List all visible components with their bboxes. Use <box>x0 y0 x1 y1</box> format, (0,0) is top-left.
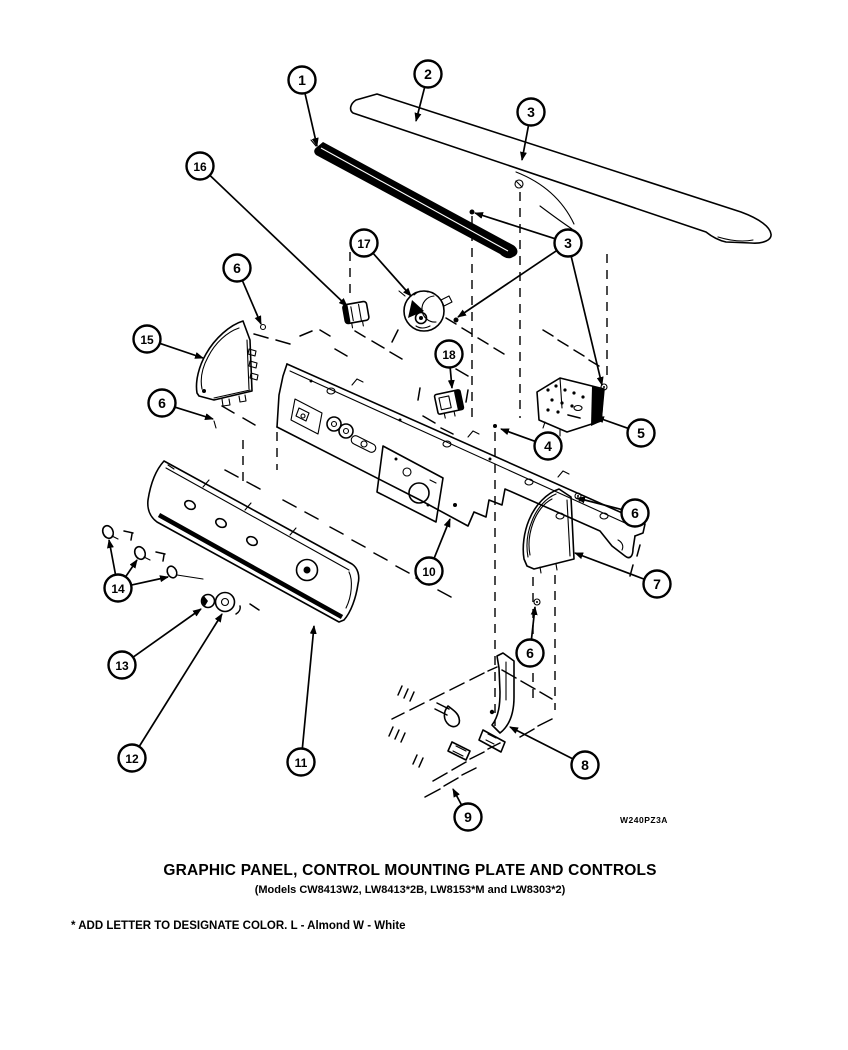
callout-14-leader <box>132 577 168 585</box>
callout-17-leader <box>373 254 411 296</box>
callout-6-leader <box>243 281 261 324</box>
callout-3-number: 3 <box>564 235 572 251</box>
page-title: GRAPHIC PANEL, CONTROL MOUNTING PLATE AND CONTROLS <box>163 862 657 879</box>
callout-9-leader <box>453 789 461 805</box>
callout-1-number: 1 <box>298 72 306 88</box>
callout-12-number: 12 <box>125 752 139 766</box>
callout-7 <box>575 553 671 598</box>
callout-13-number: 13 <box>115 659 129 673</box>
callout-1-leader <box>305 94 317 146</box>
callout-9-number: 9 <box>464 809 472 825</box>
callout-18-number: 18 <box>442 348 456 362</box>
callout-6-number: 6 <box>158 395 166 411</box>
callout-8-number: 8 <box>581 757 589 773</box>
callout-6 <box>149 390 214 420</box>
callout-4-number: 4 <box>544 438 552 454</box>
callout-3-number: 3 <box>527 104 535 120</box>
callout-1 <box>289 67 318 147</box>
callout-11-leader <box>302 626 314 748</box>
callout-15-number: 15 <box>140 333 154 347</box>
callout-6-number: 6 <box>526 645 534 661</box>
left-end-cap-part <box>196 321 258 406</box>
right-end-cap-part <box>523 489 574 573</box>
washer-top-and-bracket <box>389 653 552 797</box>
callout-layer <box>105 61 671 831</box>
callout-12-leader <box>140 614 223 746</box>
callout-12 <box>119 614 223 772</box>
callout-11-number: 11 <box>294 756 308 770</box>
callout-6-number: 6 <box>631 505 639 521</box>
callout-3-leader <box>458 251 556 317</box>
callout-10-number: 10 <box>422 565 436 579</box>
drawing-code: W240PZ3A <box>620 815 668 825</box>
timer-part <box>537 378 604 436</box>
callout-5-leader <box>596 417 628 428</box>
callout-17 <box>351 230 412 297</box>
callout-4 <box>501 429 562 460</box>
callout-9 <box>453 789 482 831</box>
callout-6-number: 6 <box>233 260 241 276</box>
callout-18-leader <box>450 368 452 388</box>
callout-15-leader <box>160 344 203 358</box>
switch-18-part <box>434 390 465 420</box>
callout-6 <box>517 607 544 667</box>
callout-14-leader <box>126 560 137 576</box>
callout-3-leader <box>571 257 602 385</box>
color-footnote: * ADD LETTER TO DESIGNATE COLOR. L - Almond W - White <box>71 920 406 932</box>
callout-5-number: 5 <box>637 425 645 441</box>
callout-6 <box>577 498 649 527</box>
callout-10-leader <box>434 519 450 558</box>
callout-13 <box>109 609 202 679</box>
callout-4-leader <box>501 429 535 441</box>
callout-2-leader <box>416 88 425 121</box>
callout-14-leader <box>109 540 115 574</box>
callout-10 <box>416 519 451 585</box>
models-subtitle: (Models CW8413W2, LW8413*2B, LW8153*M and LW8303*2) <box>254 884 566 896</box>
callout-7-number: 7 <box>653 576 661 592</box>
callout-11 <box>288 626 315 776</box>
timer-shaft-part <box>399 291 452 331</box>
control-panel-hood-part <box>351 94 771 243</box>
callout-6 <box>224 255 262 325</box>
callout-16-number: 16 <box>193 160 207 174</box>
callout-16-leader <box>210 176 347 306</box>
callout-3 <box>518 99 545 161</box>
callout-15 <box>134 326 204 359</box>
callout-5 <box>596 417 655 447</box>
callout-6-leader <box>176 407 214 419</box>
callout-14-number: 14 <box>111 582 125 596</box>
callout-2-number: 2 <box>424 66 432 82</box>
alignment-dash-lines <box>222 192 640 726</box>
callout-2 <box>415 61 442 122</box>
callout-8-leader <box>510 727 572 759</box>
callout-14 <box>105 540 169 602</box>
callout-18 <box>436 341 463 389</box>
callout-17-number: 17 <box>357 237 371 251</box>
callout-16 <box>187 153 348 307</box>
callout-13-leader <box>134 609 201 657</box>
